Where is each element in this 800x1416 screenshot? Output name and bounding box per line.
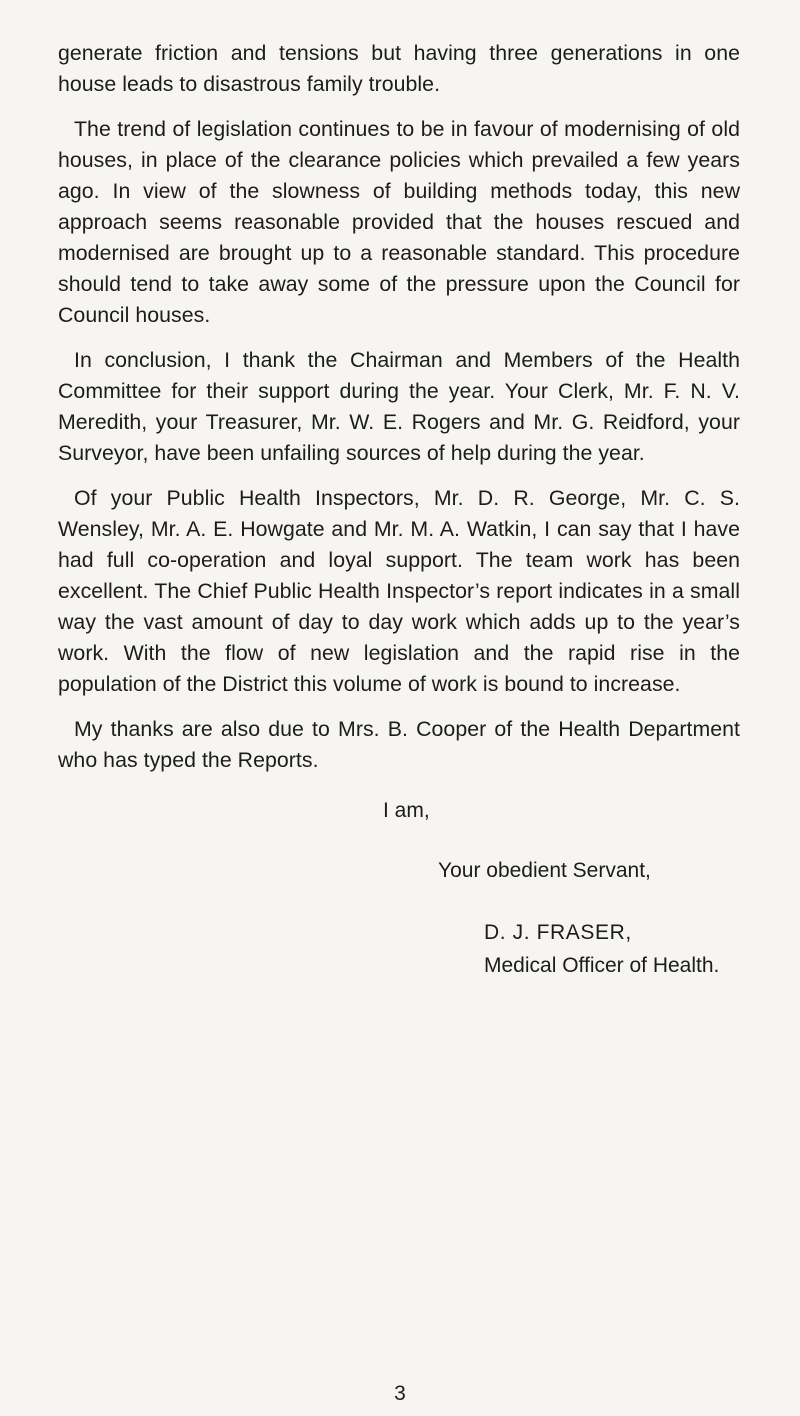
signatory-title: Medical Officer of Health.: [484, 954, 720, 977]
signatory-name: D. J. FRASER,: [484, 921, 632, 944]
page-number: 3: [394, 1382, 406, 1405]
body-paragraph-inspectors: Of your Public Health Inspectors, Mr. D. R. George, Mr. C. S. Wensley, Mr. A. E. Howgate and Mr. M. A. Watkin, I can say that I have had full co-operation and loyal support. The team work has been excellent. The Chief Public Health Inspector’s report indicates in a small way the vast amount of day to day work which adds up to the year’s work. With the flow of new legislation and the rapid rise in the population of the District this volume of work is bound to increase.: [58, 486, 740, 696]
letter-closing: [58, 795, 740, 981]
body-paragraph-conclusion: In conclusion, I thank the Chairman and Members of the Health Committee for their support during the year. Your Clerk, Mr. F. N. V. Meredith, your Treasurer, Mr. W. E. Rogers and Mr. G. Reidford, your Surveyor, have been unfailing sources of help during the year.: [58, 348, 740, 465]
body-paragraph-legislation: The trend of legislation continues to be in favour of modernising of old houses, in place of the clearance policies which prevailed a few years ago. In view of the slowness of building methods today, this new approach seems reasonable provided that the houses rescued and modernised are brought up to a reasonable standard. This procedure should tend to take away some of the pressure upon the Council for Council houses.: [58, 117, 740, 327]
closing-salutation: I am,: [383, 799, 430, 822]
closing-valediction: Your obedient Servant,: [438, 859, 651, 882]
body-paragraph-thanks: My thanks are also due to Mrs. B. Cooper of the Health Department who has typed the Reports.: [58, 717, 740, 772]
body-paragraph-continuation: generate friction and tensions but having three generations in one house leads to disastrous family trouble.: [58, 41, 740, 96]
